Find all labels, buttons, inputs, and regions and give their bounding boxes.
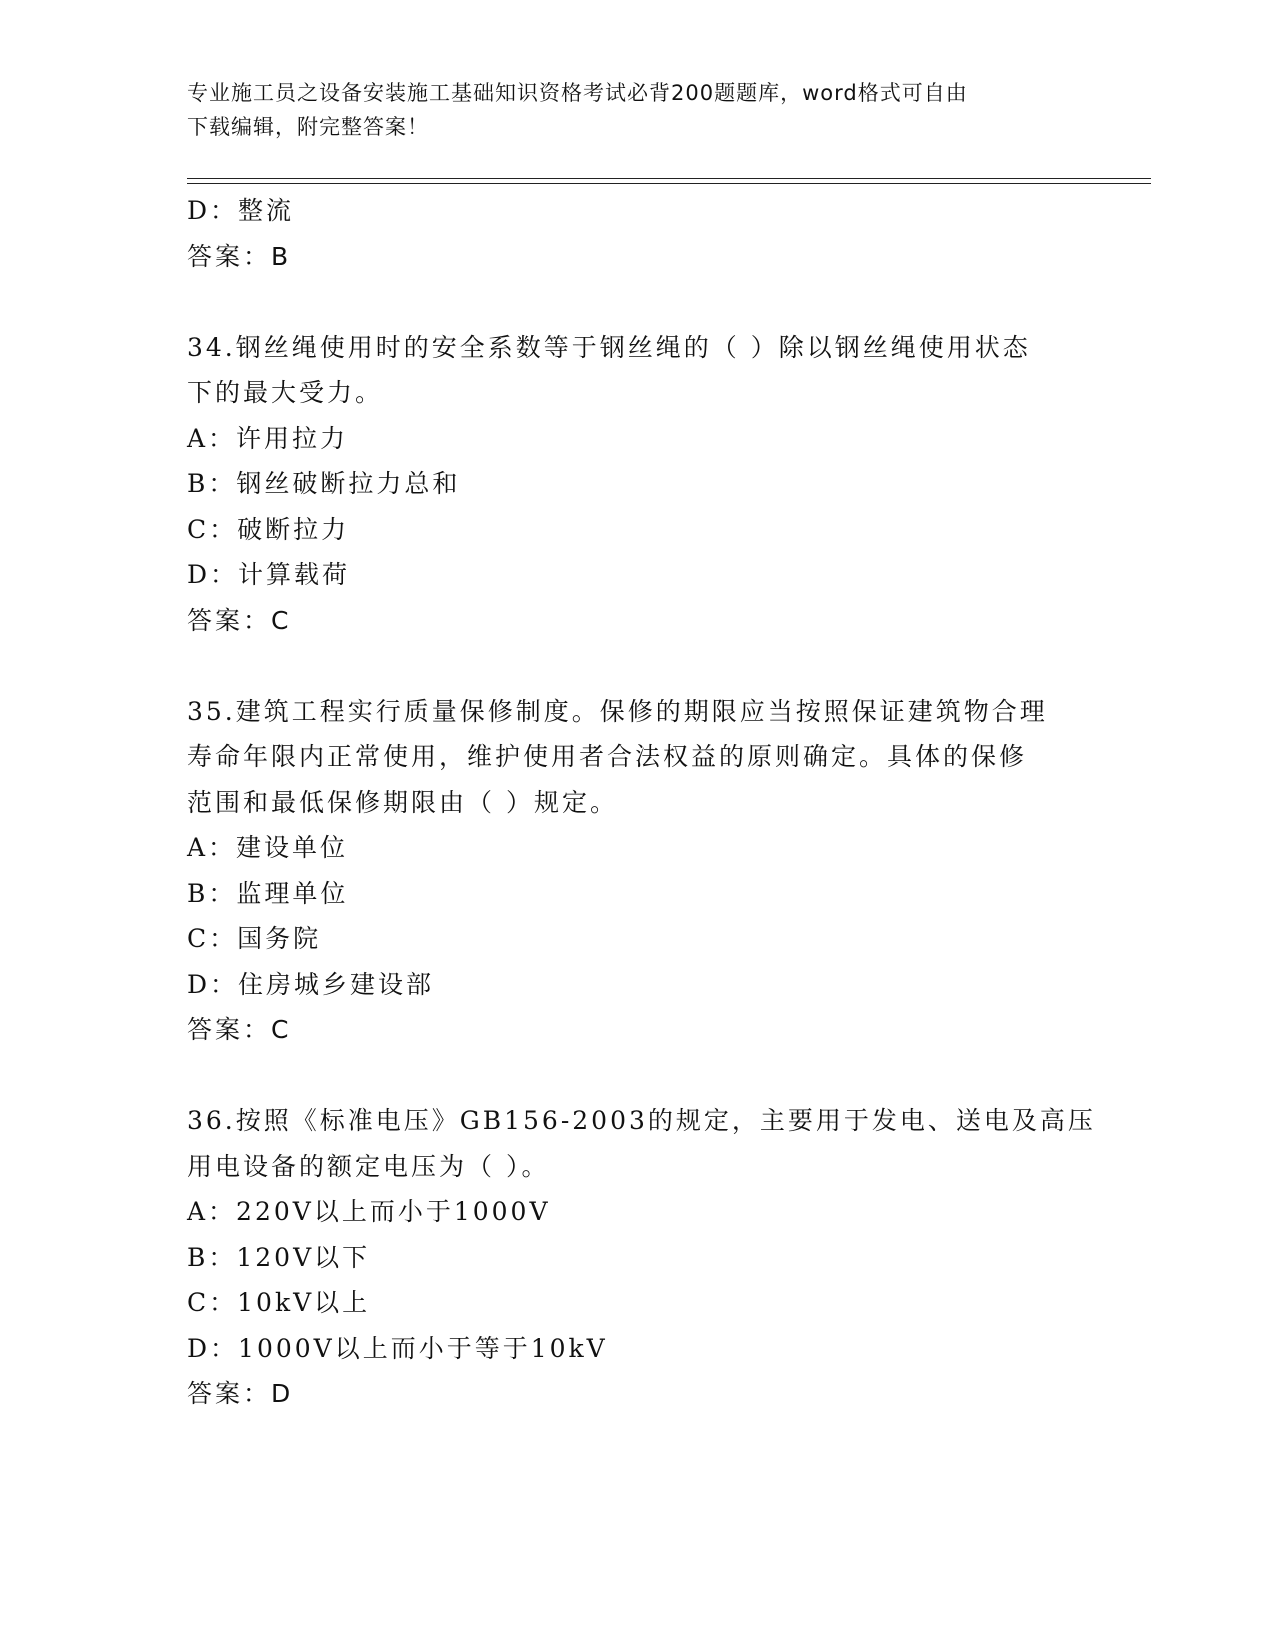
question-stem-line: 36.按照《标准电压》GB156-2003的规定，主要用于发电、送电及高压 — [187, 1106, 1096, 1135]
option-a: A：220V以上而小于1000V — [187, 1197, 551, 1226]
option-a: A：建设单位 — [187, 833, 349, 862]
option-d: D：计算载荷 — [187, 560, 351, 589]
question-stem-line: 下的最大受力。 — [187, 378, 384, 407]
header-line-1: 专业施工员之设备安装施工基础知识资格考试必背200题题库，word格式可自由 — [187, 81, 968, 105]
question-stem-line: 34.钢丝绳使用时的安全系数等于钢丝绳的（ ）除以钢丝绳使用状态 — [187, 332, 1031, 362]
option-d: D：住房城乡建设部 — [187, 969, 435, 999]
prev-answer: 答案：B — [187, 241, 292, 271]
option-a: A：许用拉力 — [187, 423, 349, 453]
option-c: C：破断拉力 — [187, 514, 350, 544]
option-d: D：1000V以上而小于等于10kV — [187, 1333, 608, 1363]
answer: 答案：C — [187, 605, 292, 635]
option-b: B：钢丝破断拉力总和 — [187, 469, 461, 498]
option-c: C：国务院 — [187, 924, 322, 953]
option-c: C：10kV以上 — [187, 1288, 371, 1317]
prev-option-d: D：整流 — [187, 196, 295, 225]
question-35 — [187, 689, 1087, 1053]
question-stem-line: 寿命年限内正常使用，维护使用者合法权益的原则确定。具体的保修 — [187, 742, 1028, 771]
question-stem-line: 用电设备的额定电压为（ ）。 — [187, 1151, 550, 1181]
spacer — [187, 1053, 1087, 1099]
question-34 — [187, 325, 1087, 644]
answer: 答案：C — [187, 1015, 292, 1044]
question-stem-line: 范围和最低保修期限由（ ）规定。 — [187, 787, 618, 817]
question-content — [187, 188, 1096, 1417]
page-header — [187, 76, 1067, 144]
header-line-2: 下载编辑，附完整答案！ — [187, 115, 429, 139]
option-b: B：120V以下 — [187, 1242, 371, 1272]
header-divider — [187, 178, 1151, 184]
question-stem-line: 35.建筑工程实行质量保修制度。保修的期限应当按照保证建筑物合理 — [187, 696, 1048, 726]
spacer — [187, 643, 1087, 689]
answer: 答案：D — [187, 1379, 294, 1408]
spacer — [187, 279, 1087, 325]
option-b: B：监理单位 — [187, 878, 349, 908]
question-36 — [187, 1098, 1096, 1417]
